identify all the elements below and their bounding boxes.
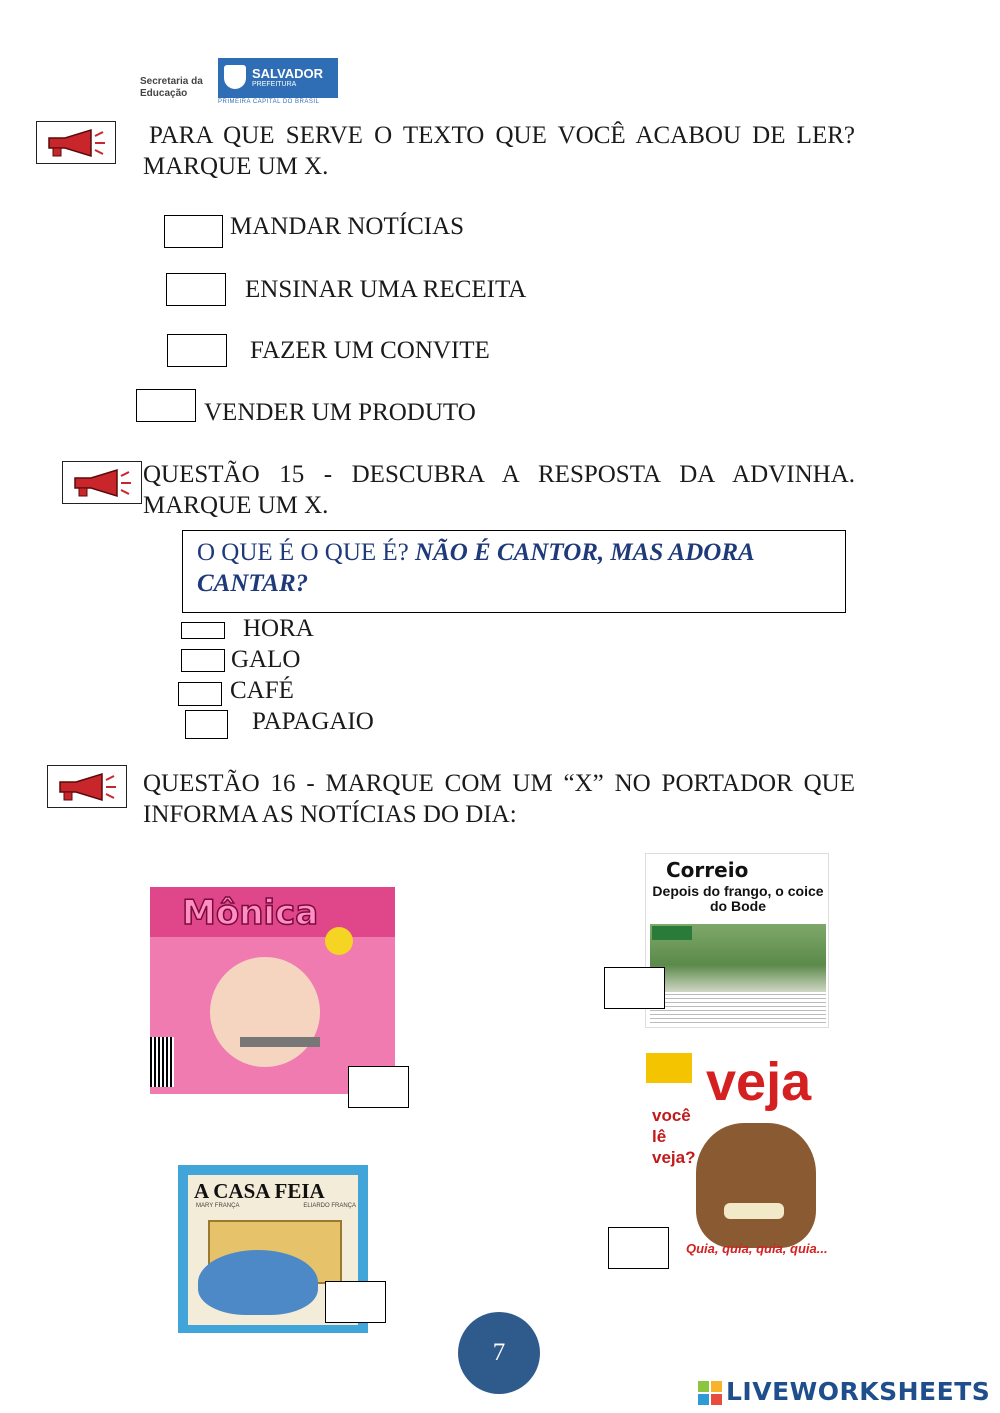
correio-brand: Correio (666, 858, 749, 882)
option-label: CAFÉ (230, 677, 294, 704)
checkbox-vender-produto[interactable] (136, 389, 196, 422)
horse-image (696, 1123, 816, 1248)
monica-title: Mônica (182, 893, 319, 933)
option-label: ENSINAR UMA RECEITA (245, 276, 527, 303)
logo-salvador-sub: PREFEITURA (252, 81, 297, 88)
logo-salvador-block (218, 58, 338, 98)
option-label: MANDAR NOTÍCIAS (230, 213, 465, 240)
checkbox-casa-feia[interactable] (325, 1281, 386, 1323)
author-right: ELIARDO FRANÇA (303, 1203, 356, 1209)
monica-character (210, 957, 320, 1067)
option-label: PAPAGAIO (252, 708, 374, 735)
horse-teeth (724, 1203, 784, 1219)
option-label: HORA (243, 615, 314, 642)
cat-illustration (198, 1250, 318, 1315)
option-label: FAZER UM CONVITE (250, 337, 490, 364)
score-badge (652, 926, 692, 940)
checkbox-mandar-noticias[interactable] (164, 215, 223, 248)
liveworksheets-brand[interactable]: LIVEWORKSHEETS (726, 1377, 991, 1406)
riddle-box (182, 530, 846, 613)
veja-magazine-cover (646, 1053, 839, 1263)
question-15-prompt: QUESTÃO 15 - DESCUBRA A RESPOSTA DA ADVINHA. MARQUE UM X. (143, 461, 855, 519)
option-label: VENDER UM PRODUTO (204, 399, 476, 426)
liveworksheets-icon (698, 1381, 722, 1405)
correio-headline: Depois do frango, o coice do Bode (652, 883, 824, 914)
corner-ribbon (646, 1053, 692, 1083)
newspaper-columns (650, 994, 826, 1026)
checkbox-papagaio[interactable] (185, 710, 228, 739)
veja-brand: veja (706, 1053, 812, 1112)
shield-icon (224, 65, 246, 89)
checkbox-veja[interactable] (608, 1227, 669, 1269)
casa-authors (196, 1203, 356, 1209)
checkbox-monica[interactable] (348, 1066, 409, 1108)
logo-secretaria-text: Secretaria da Educação (140, 76, 203, 99)
checkbox-correio[interactable] (604, 967, 665, 1009)
casa-title: A CASA FEIA (194, 1179, 325, 1203)
checkbox-hora[interactable] (181, 622, 225, 639)
logo-salvador-name: SALVADOR (252, 66, 324, 81)
riddle-plain: O QUE É O QUE É? (197, 539, 416, 566)
option-label: GALO (231, 646, 301, 673)
megaphone-icon (62, 461, 142, 504)
megaphone-icon (36, 121, 116, 164)
correio-newspaper-cover (645, 853, 829, 1028)
question-16-prompt: QUESTÃO 16 - MARQUE COM UM “X” NO PORTADOR QUE INFORMA AS NOTÍCIAS DO DIA: (143, 770, 855, 828)
logo-strip-text: PRIMEIRA CAPITAL DO BRASIL (218, 99, 320, 105)
issue-badge (325, 927, 353, 955)
question-14-prompt: PARA QUE SERVE O TEXTO QUE VOCÊ ACABOU DE LER? MARQUE UM X. (143, 122, 855, 180)
page-number: 7 (458, 1312, 540, 1394)
megaphone-icon (47, 765, 127, 808)
swing-seat (240, 1037, 320, 1047)
monica-comic-cover (150, 887, 395, 1094)
secretaria-salvador-logo (140, 58, 338, 108)
checkbox-ensinar-receita[interactable] (166, 273, 226, 306)
author-left: MARY FRANÇA (196, 1203, 240, 1209)
checkbox-galo[interactable] (181, 649, 225, 672)
checkbox-cafe[interactable] (178, 682, 222, 706)
riddle-bold: NÃO É CANTOR, MAS ADORA CANTAR? (197, 539, 754, 597)
veja-question: você lê veja? (652, 1106, 696, 1167)
checkbox-fazer-convite[interactable] (167, 334, 227, 367)
barcode (150, 1037, 174, 1087)
veja-footer: Quia, quia, quia, quia... (686, 1241, 828, 1256)
